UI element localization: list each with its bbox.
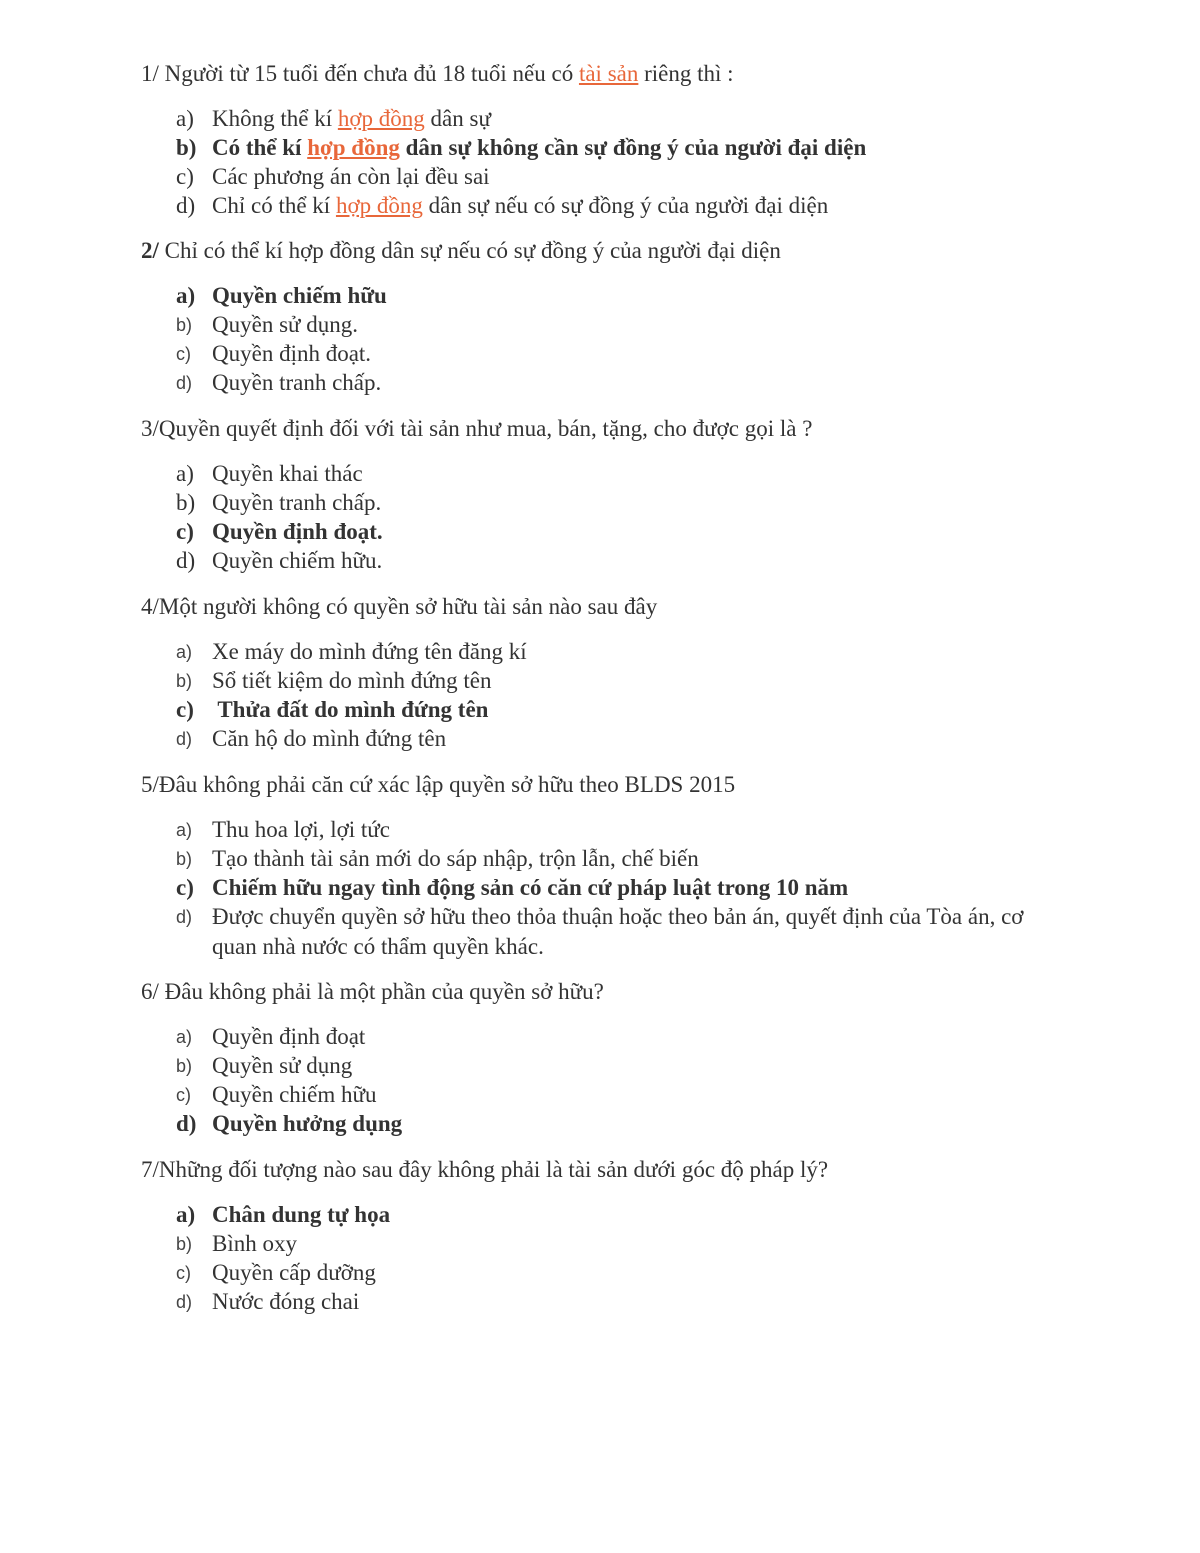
option-text-end: dân sự nếu có sự đồng ý của người đại diện xyxy=(422,193,829,218)
question-2-text: Chỉ có thể kí hợp đồng dân sự nếu có sự đồng ý của người đại diện xyxy=(158,238,781,263)
question-1-option-a xyxy=(176,104,1066,134)
question-1-option-d xyxy=(176,191,1066,221)
option-label: a) xyxy=(176,283,196,308)
option-label: b) xyxy=(176,135,197,160)
question-7-option-c xyxy=(176,1258,1066,1288)
option-label: b) xyxy=(176,849,193,869)
option-label: b) xyxy=(176,1056,193,1076)
option-label: d) xyxy=(176,373,193,393)
question-1-option-c xyxy=(176,162,1066,192)
question-4 xyxy=(141,592,1101,622)
question-5-option-d xyxy=(176,902,1066,961)
option-text: Quyền định đoạt. xyxy=(212,341,372,366)
option-text: Chân dung tự họa xyxy=(212,1202,391,1227)
question-3-option-c xyxy=(176,517,1066,547)
question-5-option-c xyxy=(176,873,1066,903)
question-4-text: 4/Một người không có quyền sở hữu tài sản nào sau đây xyxy=(141,594,658,619)
option-text-start: Chỉ có thể kí xyxy=(212,193,336,218)
option-link-hop-dong[interactable]: hợp đồng xyxy=(307,135,400,160)
option-label: b) xyxy=(176,671,193,691)
question-7-option-a xyxy=(176,1200,1066,1230)
option-label: d) xyxy=(176,907,193,927)
option-text: Quyền chiếm hữu xyxy=(212,1082,377,1107)
option-text: Quyền chiếm hữu xyxy=(212,283,387,308)
question-6-option-c xyxy=(176,1080,1066,1110)
option-label: a) xyxy=(176,106,194,131)
question-4-option-b xyxy=(176,666,1066,696)
question-2-option-d xyxy=(176,368,1066,398)
question-7-text: 7/Những đối tượng nào sau đây không phải là tài sản dưới góc độ pháp lý? xyxy=(141,1157,829,1182)
option-link-hop-dong[interactable]: hợp đồng xyxy=(337,106,425,131)
question-2-number: 2/ xyxy=(141,238,159,263)
option-label: a) xyxy=(176,461,194,486)
option-label: b) xyxy=(176,1234,193,1254)
option-label: b) xyxy=(176,315,193,335)
question-4-option-d xyxy=(176,724,1066,754)
question-7 xyxy=(141,1155,1101,1185)
option-text: Quyền cấp dưỡng xyxy=(212,1260,376,1285)
question-1-text-start: 1/ Người từ 15 tuổi đến chưa đủ 18 tuổi nếu có xyxy=(141,61,579,86)
question-1 xyxy=(141,59,1101,89)
option-text: Quyền sử dụng. xyxy=(212,312,358,337)
question-7-option-d xyxy=(176,1287,1066,1317)
question-6-text: 6/ Đâu không phải là một phần của quyền sở hữu? xyxy=(141,979,604,1004)
option-text: Quyền hưởng dụng xyxy=(212,1111,403,1136)
question-2-option-a xyxy=(176,281,1066,311)
question-5-text: 5/Đâu không phải căn cứ xác lập quyền sở hữu theo BLDS 2015 xyxy=(141,772,736,797)
option-text: Quyền sử dụng xyxy=(212,1053,353,1078)
option-text: Tạo thành tài sản mới do sáp nhập, trộn lẫn, chế biến xyxy=(212,846,699,871)
option-text: Sổ tiết kiệm do mình đứng tên xyxy=(212,668,492,693)
option-text: Xe máy do mình đứng tên đăng kí xyxy=(212,639,527,664)
option-text: Các phương án còn lại đều sai xyxy=(212,164,490,189)
option-label: d) xyxy=(176,1292,193,1312)
option-text-start: Không thể kí xyxy=(212,106,338,131)
question-3-option-b xyxy=(176,488,1066,518)
question-3-text: 3/Quyền quyết định đối với tài sản như mua, bán, tặng, cho được gọi là ? xyxy=(141,416,813,441)
question-3-option-a xyxy=(176,459,1066,489)
question-7-option-b xyxy=(176,1229,1066,1259)
question-1-option-b xyxy=(176,133,1066,163)
option-link-hop-dong[interactable]: hợp đồng xyxy=(335,193,423,218)
question-4-option-c xyxy=(176,695,1066,725)
question-3-option-d xyxy=(176,546,1066,576)
option-text-end: dân sự xyxy=(424,106,491,131)
option-label: d) xyxy=(176,729,193,749)
option-label: c) xyxy=(176,344,191,364)
option-text: Quyền định đoạt xyxy=(212,1024,366,1049)
option-label: c) xyxy=(176,697,194,722)
option-label: d) xyxy=(176,548,196,573)
option-text: Thu hoa lợi, lợi tức xyxy=(212,817,390,842)
option-text: Nước đóng chai xyxy=(212,1289,360,1314)
question-2 xyxy=(141,236,1101,266)
question-5-option-a xyxy=(176,815,1066,845)
option-label: a) xyxy=(176,1202,196,1227)
option-text: Quyền chiếm hữu. xyxy=(212,548,383,573)
question-6 xyxy=(141,977,1101,1007)
option-label: c) xyxy=(176,519,194,544)
option-text: Bình oxy xyxy=(212,1231,297,1256)
option-label: d) xyxy=(176,1111,197,1136)
option-text: Căn hộ do mình đứng tên xyxy=(212,726,447,751)
question-5 xyxy=(141,770,1101,800)
option-text-end: dân sự không cần sự đồng ý của người đại diện xyxy=(399,135,867,160)
option-label: c) xyxy=(176,875,194,900)
option-text: Quyền khai thác xyxy=(212,461,363,486)
question-2-option-b xyxy=(176,310,1066,340)
option-label: b) xyxy=(176,490,196,515)
question-1-link-tai-san[interactable]: tài sản xyxy=(578,61,639,86)
option-text: Quyền tranh chấp. xyxy=(212,490,382,515)
question-6-option-d xyxy=(176,1109,1066,1139)
question-1-text-end: riêng thì : xyxy=(638,61,734,86)
option-label: a) xyxy=(176,1027,193,1047)
question-4-option-a xyxy=(176,637,1066,667)
option-label: d) xyxy=(176,193,196,218)
option-text: Quyền tranh chấp. xyxy=(212,370,382,395)
option-text: Chiếm hữu ngay tình động sản có căn cứ pháp luật trong 10 năm xyxy=(212,875,849,900)
question-5-option-b xyxy=(176,844,1066,874)
question-3 xyxy=(141,414,1101,444)
option-label: c) xyxy=(176,1085,191,1105)
question-6-option-b xyxy=(176,1051,1066,1081)
option-text: Quyền định đoạt. xyxy=(212,519,383,544)
option-label: a) xyxy=(176,820,193,840)
question-2-option-c xyxy=(176,339,1066,369)
option-label: c) xyxy=(176,164,194,189)
option-text: Thửa đất do mình đứng tên xyxy=(212,697,489,722)
option-label: a) xyxy=(176,642,193,662)
option-text: Được chuyển quyền sở hữu theo thỏa thuận hoặc theo bản án, quyết định của Tòa án, cơ quan nhà nước có thẩm quyền khác. xyxy=(212,904,1024,959)
question-6-option-a xyxy=(176,1022,1066,1052)
option-text-start: Có thể kí xyxy=(212,135,308,160)
option-label: c) xyxy=(176,1263,191,1283)
